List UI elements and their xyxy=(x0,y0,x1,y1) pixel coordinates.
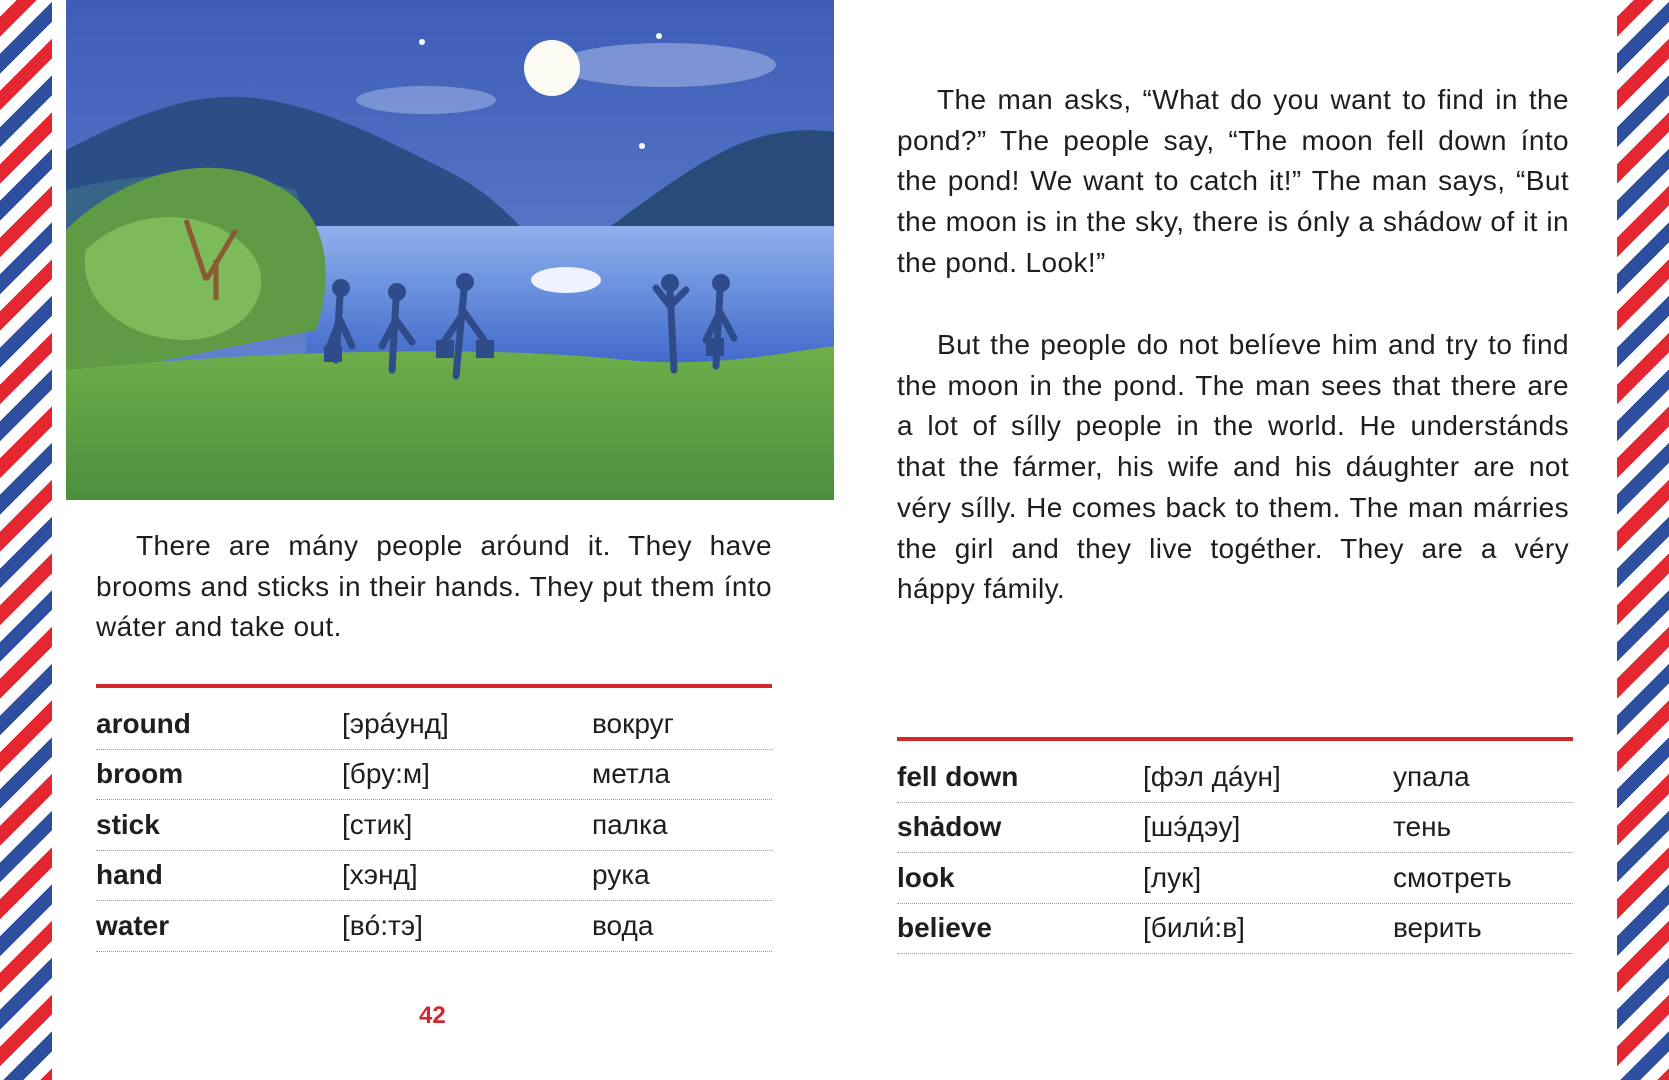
illustration-moon-pond xyxy=(66,0,834,500)
vocab-transcription: [эрáунд] xyxy=(342,707,449,739)
left-story-paragraph: There are mány people aróund it. They have brooms and sticks in their hands. They put them ínto wáter and take out. xyxy=(96,530,772,643)
vocab-row xyxy=(96,851,772,902)
vocab-word: around xyxy=(96,707,191,739)
vocab-word: stick xyxy=(96,808,160,840)
vocab-translation: вокруг xyxy=(592,707,674,739)
vocab-transcription: [хэнд] xyxy=(342,859,418,891)
vocab-row xyxy=(96,800,772,851)
vocab-translation: верить xyxy=(1393,912,1482,944)
vocab-translation: тень xyxy=(1393,811,1452,843)
vocab-word: shȧdow xyxy=(897,811,1002,843)
vocab-row xyxy=(96,901,772,952)
airmail-border-right xyxy=(1617,0,1669,1080)
vocab-transcription: [били́:в] xyxy=(1143,912,1245,944)
vocab-translation: рука xyxy=(592,859,650,891)
vocab-word: believe xyxy=(897,912,992,944)
vocab-row xyxy=(96,750,772,801)
vocab-transcription: [стик] xyxy=(342,808,413,840)
vocab-transcription: [вó:тэ] xyxy=(342,909,423,941)
vocab-translation: упала xyxy=(1393,760,1470,792)
vocab-transcription: [фэл дáун] xyxy=(1143,760,1281,792)
vocab-transcription: [лук] xyxy=(1143,861,1202,893)
vocabulary-table-right xyxy=(897,752,1573,954)
airmail-border-left xyxy=(0,0,52,1080)
vocab-word: fell down xyxy=(897,760,1019,792)
vocab-word: water xyxy=(96,909,170,941)
vocab-transcription: [бру:м] xyxy=(342,758,430,790)
vocab-translation: палка xyxy=(592,808,668,840)
right-story-paragraph-1: The man asks, “What do you want to find in the pond?” The people say, “The moon fell down ínto the pond! We want to catch it!” The man says, “But the moon is in the sky, there is ónly a shádow of it in the pond. Look!” xyxy=(897,84,1569,278)
vocab-word: hand xyxy=(96,859,163,891)
vocab-word: broom xyxy=(96,758,184,790)
page-number: 42 xyxy=(419,1002,446,1029)
vocab-translation: метла xyxy=(592,758,671,790)
vocab-row xyxy=(897,803,1573,854)
vocab-transcription: [шэ́дэу] xyxy=(1143,811,1241,843)
vocab-row xyxy=(96,699,772,750)
vocab-translation: смотреть xyxy=(1393,861,1512,893)
vocabulary-divider-left xyxy=(96,684,772,688)
vocabulary-table-left xyxy=(96,699,772,952)
vocab-row xyxy=(897,904,1573,955)
vocab-row xyxy=(897,853,1573,904)
vocab-translation: вода xyxy=(592,909,654,941)
vocabulary-divider-right xyxy=(897,737,1573,741)
vocab-word: look xyxy=(897,861,955,893)
right-story-paragraph-2: But the people do not belíeve him and try to find the moon in the pond. The man sees that there are a lot of sílly people in the world. He understánds that the fármer, his wife and his dáughter are not véry sílly. He comes back to them. The man márries the girl and they live togéther. They are a véry háppy fámily. xyxy=(897,329,1569,605)
vocab-row xyxy=(897,752,1573,803)
